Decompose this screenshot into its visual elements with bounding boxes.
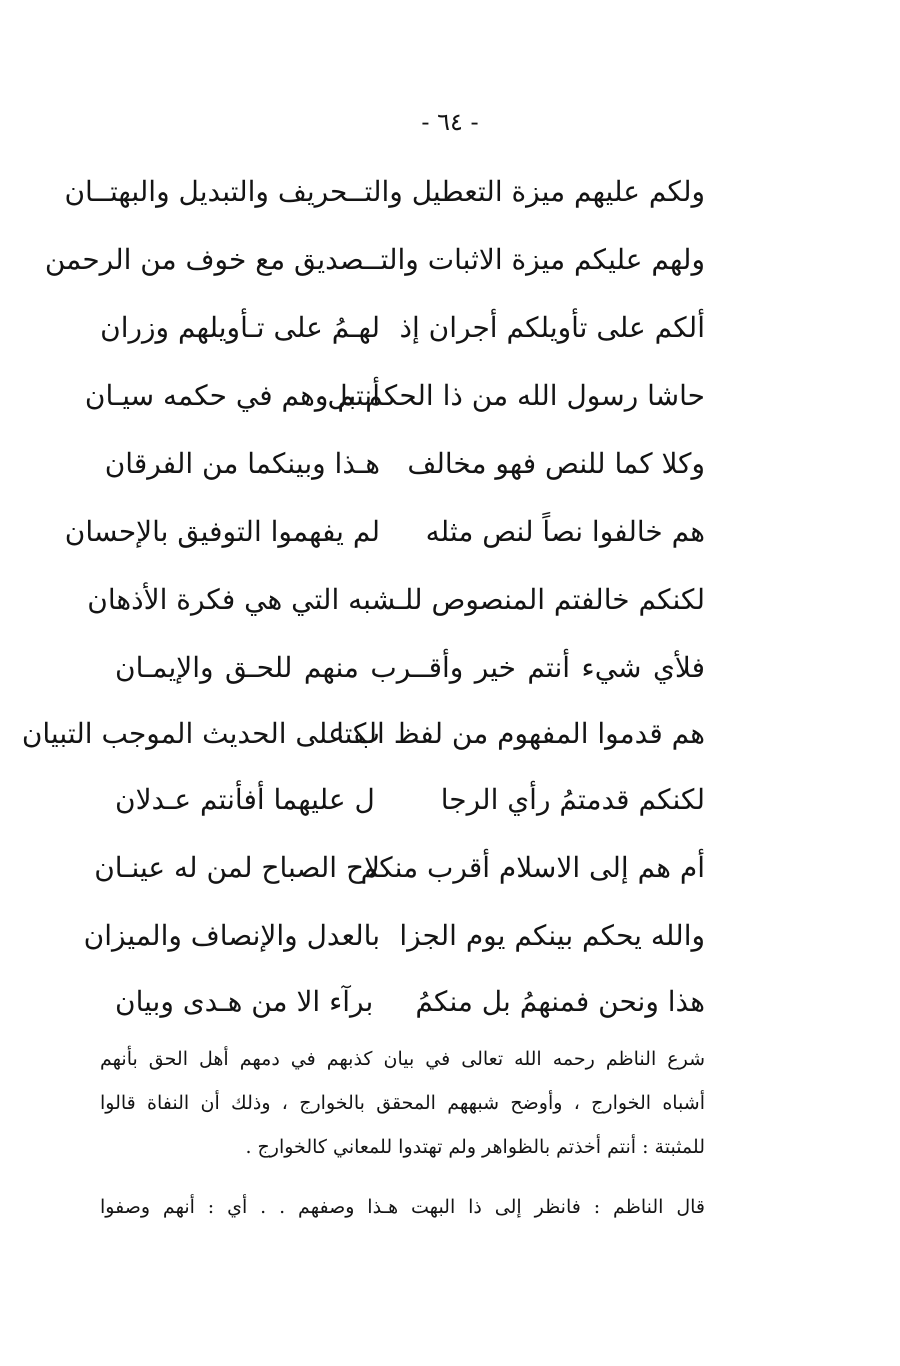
verse-7-second-hemistich: لاح الصباح لمن له عينـان — [94, 851, 380, 884]
verse-7 — [94, 848, 705, 888]
closing-line: قال الناظم : فانظر إلى ذا البهت هـذا وصفهم . . أي : أنهم وصفوا — [100, 1196, 705, 1218]
verse-3-first-hemistich: وكلا كما للنص فهو مخالف — [407, 447, 705, 480]
page-number: - ٦٤ - — [421, 108, 479, 136]
verse-9-second-hemistich: برآء الا من هـدى وبيان — [115, 985, 374, 1018]
verse-1 — [100, 308, 705, 348]
verse-4-first-hemistich: هم خالفوا نصاً لنص مثله — [425, 515, 705, 548]
verse-6-first-hemistich: لكنكم قدمتمُ رأي الرجا — [440, 783, 705, 816]
verse-7-first-hemistich: أم هم إلى الاسلام أقرب منكم — [360, 851, 705, 884]
poem-line-4: فلأي شيء أنتم خير وأقــرب منهم للحـق والإيمـان — [115, 651, 705, 684]
commentary-line-3: للمثبتة : أنتم أخذتم بالظواهر ولم تهتدوا للمعاني كالخوارج . — [245, 1136, 705, 1158]
commentary-line-1: شرع الناظم رحمه الله تعالى في بيان كذبهم في دمهم أهل الحق بأنهم — [100, 1048, 705, 1070]
verse-9-first-hemistich: هذا ونحن فمنهمُ بل منكمُ — [415, 985, 705, 1018]
verse-8-first-hemistich: والله يحكم بينكم يوم الجزا — [399, 919, 705, 952]
verse-5 — [21, 714, 705, 754]
verse-2-second-hemistich: أنتم وهم في حكمه سيـان — [84, 379, 380, 412]
verse-3 — [104, 444, 705, 484]
verse-9 — [115, 982, 705, 1022]
poem-line-1: ولكم عليهم ميزة التعطيل والتــحريف والتبديل والبهتــان — [64, 175, 705, 208]
verse-6 — [115, 780, 705, 820]
verse-5-first-hemistich: هم قدموا المفهوم من لفظ الكتا — [336, 717, 705, 750]
verse-2-first-hemistich: حاشا رسول الله من ذا الحكم بل — [327, 379, 705, 412]
verse-1-first-hemistich: ألكم على تأويلكم أجران إذ — [399, 311, 705, 344]
verse-3-second-hemistich: هـذا وبينكما من الفرقان — [104, 447, 380, 480]
verse-4-second-hemistich: لم يفهموا التوفيق بالإحسان — [64, 515, 380, 548]
poem-line-3: لكنكم خالفتم المنصوص للـشبه التي هي فكرة الأذهان — [87, 583, 705, 616]
verse-6-second-hemistich: ل عليهما أفأنتم عـدلان — [115, 783, 375, 816]
verse-8-second-hemistich: بالعدل والإنصاف والميزان — [83, 919, 380, 952]
verse-2 — [84, 376, 705, 416]
verse-8 — [83, 916, 705, 956]
commentary-line-2: أشباه الخوارج ، وأوضح شبههم المحقق بالخوارج ، وذلك أن النفاة قالوا — [100, 1092, 705, 1114]
poem-line-2: ولهم عليكم ميزة الاثبات والتــصديق مع خوف من الرحمن — [44, 243, 705, 276]
verse-1-second-hemistich: لهـمُ على تـأويلهم وزران — [100, 311, 380, 344]
verse-4 — [64, 512, 705, 552]
verse-5-second-hemistich: ب على الحديث الموجب التبيان — [21, 717, 380, 750]
